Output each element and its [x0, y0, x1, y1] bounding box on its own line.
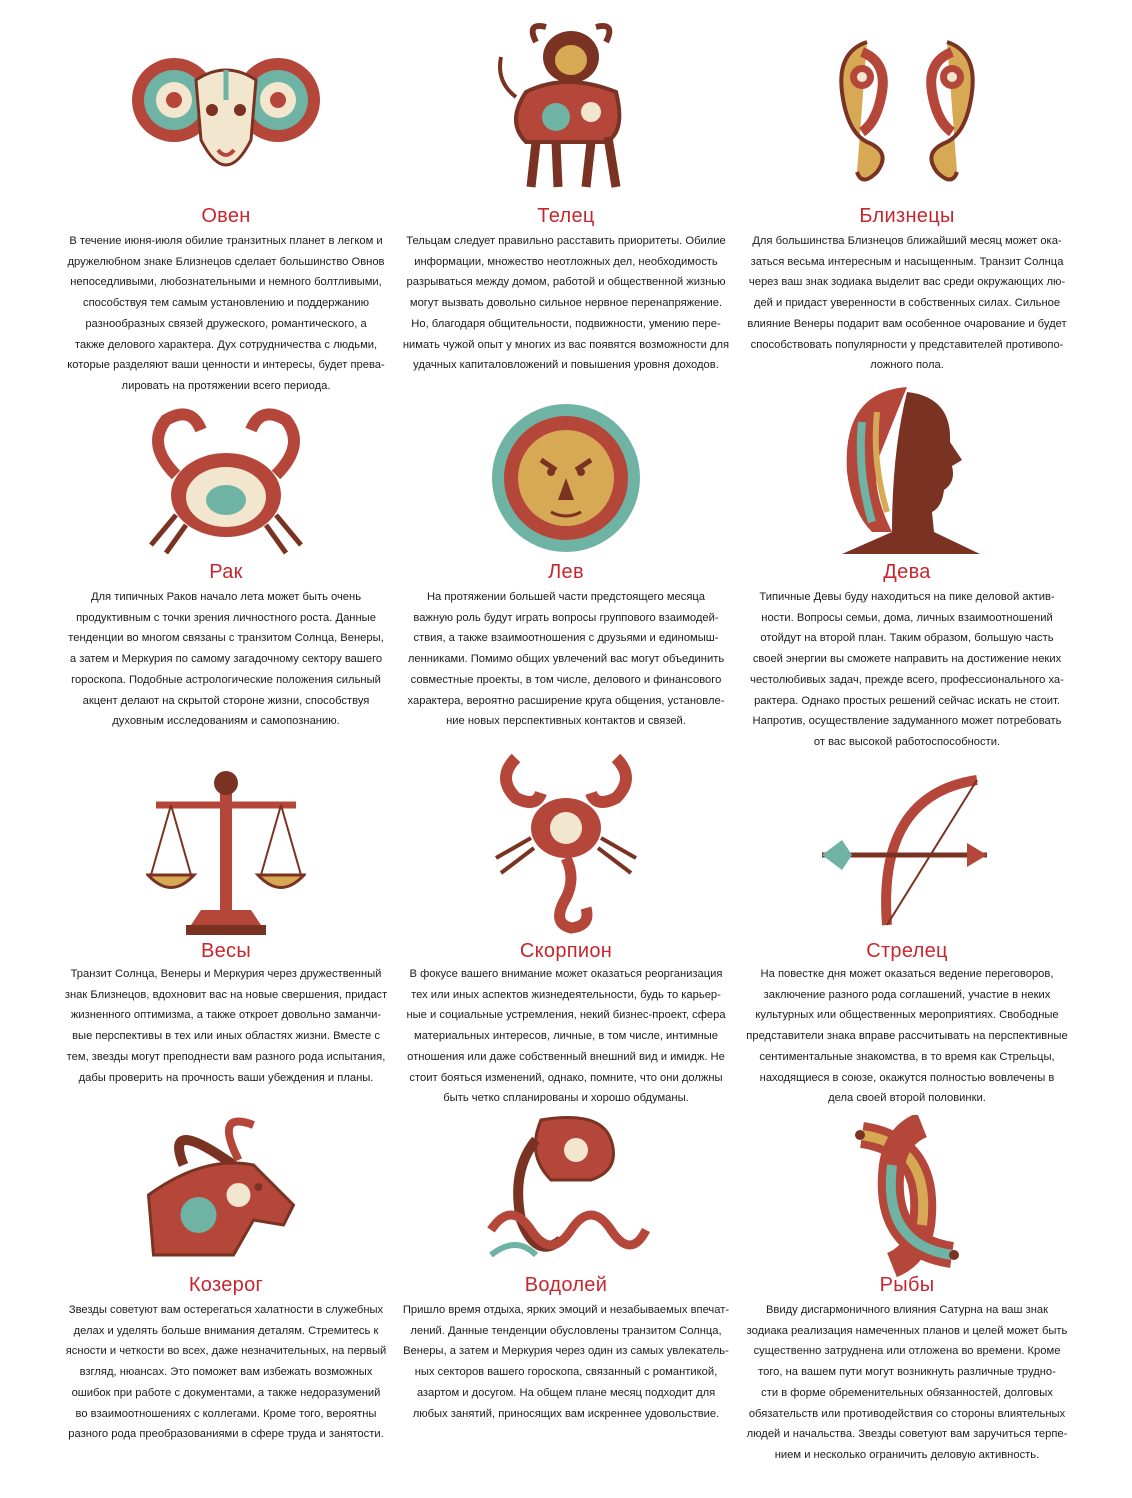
virgo-maiden-icon — [832, 382, 982, 554]
cancer-crab-icon — [136, 405, 316, 555]
sign-title: Скорпион — [519, 940, 613, 962]
sign-description: Транзит Солнца, Венеры и Меркурия через дружественный знак Близнецов, вдохновит вас на новые свершения, придаст жизненного оптимизма, а также откроет довольно заманчи- вые перспективы в тех или иных областях жизни. Вместе с тем, звезды могут преподнести вам разного рода испытания, дабы проверить на прочность ваши убеждения и планы. — [64, 968, 388, 1084]
capricorn-goat-icon — [144, 1105, 309, 1265]
sign-description: Типичные Девы буду находиться на пике деловой актив- ности. Вопросы семьи, дома, личных взаимоотношений отойдут на второй план. Таким образом, большую часть своей энергии вы сможете направить на достижение неких честолюбивых задач, прежде всего, профессионального ха- рактера. Однако простых решений сейчас искать не стоит. Напротив, осуществление задуманного может потребовать от вас высокой работоспособности. — [750, 591, 1064, 748]
sign-description: Тельцам следует правильно расставить приоритеты. Обилие информации, множество неотложных дел, необходимость разрываться между домом, работой и общественной жизнью могут вызвать довольно сильное нервное перенапряжение. Но, благодаря общительности, подвижности, умению пере- нимать чужой опыт у многих из вас появятся возможности для удачных капиталовложений и повышения уровня доходов. — [402, 235, 730, 372]
aquarius-jug-water-icon — [481, 1110, 651, 1268]
sign-title: Телец — [537, 205, 595, 227]
sign-description: На повестке дня может оказаться ведение переговоров, заключение разного рода соглашений, участие в неких культурных или общественных мероприятиях. Свободные представители знака вправе рассчитывать на перспективные сентиментальные знакомства, в то время как Стрельцы, находящиеся в союзе, окажутся полностью вовлечены в дела своей второй половинки. — [746, 968, 1068, 1105]
gemini-seahorses-icon — [822, 32, 992, 192]
sign-title: Близнецы — [859, 205, 955, 227]
sign-description: На протяжении большей части предстоящего месяца важную роль будут играть вопросы группового взаимодей- ствия, а также взаимоотношения с друзьями и единомыш- ленниками. Помимо общих увлечений вас могут объединить совместные проекты, в том числе, делового и финансового характера, вероятно расширение круга общения, установле- ние новых перспективных контактов и связей. — [407, 591, 725, 728]
scorpio-scorpion-icon — [486, 748, 646, 938]
sign-description: В течение июня-июля обилие транзитных планет в легком и дружелюбном знаке Близнецов сделает большинство Овнов непоседливыми, любознательными и немного болтливыми, способствуя тем самым установлению и поддержанию разнообразных связей дружеского, романтического, а также делового характера. Дух сотрудничества с людьми, которые разделяют ваши ценности и интересы, будет прева- лировать на протяжении всего периода. — [67, 235, 385, 392]
sign-title: Рак — [209, 561, 243, 583]
leo-lion-icon — [486, 400, 646, 555]
sign-title: Козерог — [188, 1274, 264, 1296]
sign-title: Рыбы — [879, 1274, 935, 1296]
sign-description: Звезды советуют вам остерегаться халатности в служебных делах и уделять больше внимания деталям. Стремитесь к ясности и четкости во всех, даже незначительных, на первый взгляд, нюансах. Это поможет вам избежать возможных ошибок при работе с документами, а также недоразумений во взаимоотношениях с коллегами. Кроме того, вероятны разного рода преобразованиями в сфере труда и занятости. — [65, 1304, 387, 1441]
sagittarius-bow-arrow-icon — [817, 775, 997, 930]
sign-title: Водолей — [524, 1274, 608, 1296]
sign-title: Весы — [200, 940, 252, 962]
libra-scales-icon — [146, 765, 306, 940]
sign-title: Овен — [201, 205, 251, 227]
sign-title: Лев — [548, 561, 584, 583]
sign-title: Дева — [883, 561, 931, 583]
sign-title: Стрелец — [866, 940, 948, 962]
sign-description: В фокусе вашего внимание может оказаться реорганизация тех или иных аспектов жизнедеятельности, будь то карьер- ные и социальные устремления, некий бизнес-проект, сфера материальных интересов, личные, в том числе, интимные отношения или даже собственный внешний вид и имидж. Не стоит бояться изменений, однако, помните, что они должны быть четко спланированы и хорошо обдуманы. — [406, 968, 726, 1105]
pisces-fish-icon — [832, 1115, 982, 1277]
sign-description: Пришло время отдыха, ярких эмоций и незабываемых впечат- лений. Данные тенденции обусловлены транзитом Солнца, Венеры, а затем и Меркурия через один из самых увлекатель- ных секторов вашего гороскопа, связанный с романтикой, азартом и досугом. На общем плане месяц подходит для любых занятий, приносящих вам искреннее удовольствие. — [402, 1304, 730, 1420]
sign-description: Для типичных Раков начало лета может быть очень продуктивным с точки зрения личностного роста. Данные тенденции во многом связаны с транзитом Солнца, Венеры, а затем и Меркурия по самому загадочному сектору вашего гороскопа. Подобные астрологические положения сильный акцент делают на скрытой стороне жизни, способствуя духовным исследованиям и самопознанию. — [68, 591, 384, 728]
sign-description: Для большинства Близнецов ближайший месяц может ока- заться весьма интересным и насыщенным. Транзит Солнца через ваш знак зодиака выделит вас среди окружающих лю- дей и придаст уверенности в собственных силах. Сильное влияние Венеры подарит вам особенное очарование и будет способствовать популярности у представителей противопо- ложного пола. — [747, 235, 1067, 372]
taurus-bull-icon — [486, 12, 646, 197]
aries-ram-icon — [126, 30, 326, 195]
sign-description: Ввиду дисгармоничного влияния Сатурна на ваш знак зодиака реализация намеченных планов и целей может быть существенно затруднена или отложена во времени. Кроме того, на вашем пути могут возникнуть различные трудно- сти в форме обременительных обязанностей, долговых обязательств или противодействия со стороны влиятельных людей и начальства. Звезды советуют вам заручиться терпе- нием и несколько ограничить деловую активность. — [746, 1304, 1068, 1461]
